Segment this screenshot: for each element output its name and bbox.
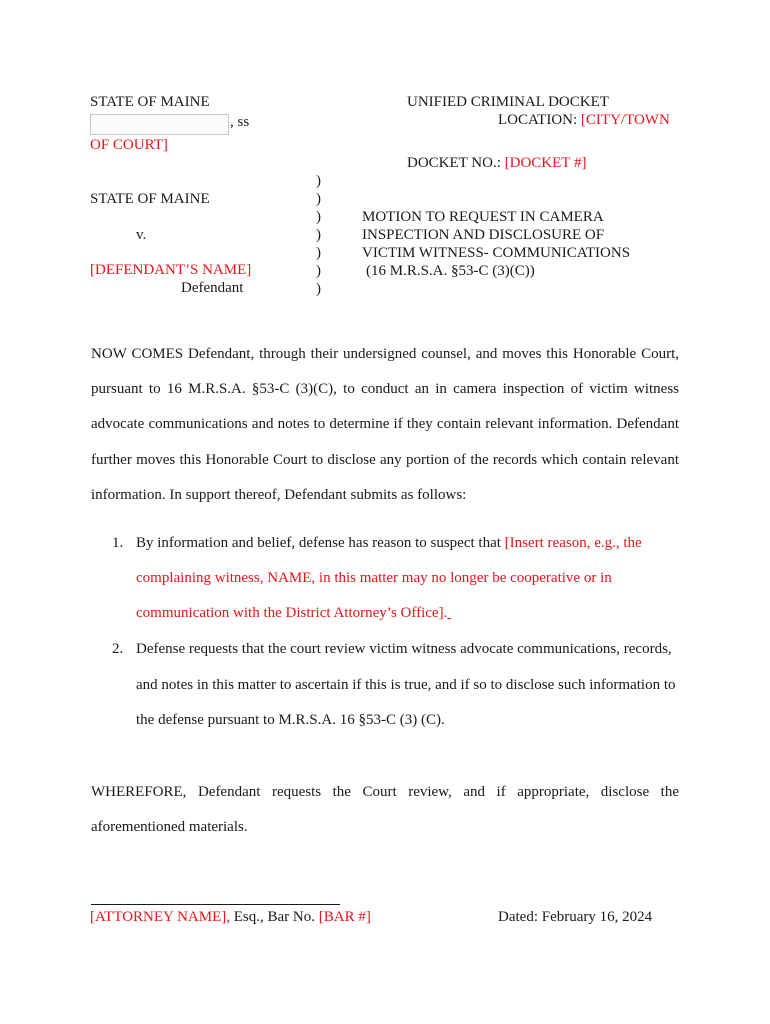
list-item-line: the defense pursuant to M.R.S.A. 16 §53-C (3) (C). — [136, 712, 445, 728]
list-item-number: 1. — [112, 535, 124, 551]
motion-title-line: (16 M.R.S.A. §53-C (3)(C)) — [366, 263, 535, 279]
date-line: Dated: February 16, 2024 — [498, 909, 653, 925]
intro-line: NOW COMES Defendant, through their undersigned counsel, and moves this Honorable Court, — [91, 346, 679, 362]
attorney-name: [ATTORNEY NAME], — [90, 909, 230, 925]
docket-value: [DOCKET #] — [504, 155, 587, 171]
intro-line: pursuant to 16 M.R.S.A. §53-C (3)(C), to conduct an in camera inspection of victim witness — [91, 381, 679, 397]
motion-title-line: INSPECTION AND DISCLOSURE OF — [362, 227, 605, 243]
list-item-placeholder — [136, 596, 681, 632]
location-value: [CITY/TOWN — [580, 112, 670, 128]
caption-paren: ) — [316, 263, 321, 279]
signature-line — [91, 904, 340, 905]
list-item-line: Defense requests that the court review victim witness advocate communications, records, — [136, 641, 672, 657]
motion-title-line: MOTION TO REQUEST IN CAMERA — [362, 209, 604, 225]
defendant-label: Defendant — [181, 280, 244, 296]
list-item-placeholder: [Insert reason, e.g., the — [504, 535, 642, 551]
county-field[interactable] — [90, 114, 229, 135]
state-header: STATE OF MAINE — [90, 94, 210, 110]
list-item-line: and notes in this matter to ascertain if this is true, and if so to disclose such information to — [136, 677, 676, 693]
caption-paren: ) — [316, 245, 321, 261]
list-item-placeholder-text: communication with the District Attorney’s Office]. — [136, 605, 448, 621]
location-label: LOCATION: — [498, 112, 581, 128]
county-suffix: , ss — [230, 114, 250, 130]
list-item-line — [136, 526, 681, 562]
wherefore-line: WHEREFORE, Defendant requests the Court review, and if appropriate, disclose the — [91, 784, 679, 800]
intro-line: information. In support thereof, Defendant submits as follows: — [91, 487, 467, 503]
caption-paren: ) — [316, 227, 321, 243]
motion-title-line: VICTIM WITNESS- COMMUNICATIONS — [362, 245, 631, 261]
docket-line — [407, 154, 586, 172]
location-value-continued: OF COURT] — [90, 137, 168, 153]
caption-paren: ) — [316, 281, 321, 297]
defendant-name: [DEFENDANT’S NAME] — [90, 262, 252, 278]
versus: v. — [136, 227, 147, 243]
attorney-signature-block — [90, 908, 371, 926]
location-line — [498, 111, 670, 129]
caption-paren: ) — [316, 209, 321, 225]
list-item-text: By information and belief, defense has reason to suspect that — [136, 535, 505, 551]
caption-paren: ) — [316, 173, 321, 189]
list-item-number: 2. — [112, 641, 124, 657]
intro-line: further moves this Honorable Court to disclose any portion of the records which contain relevant — [91, 452, 679, 468]
docket-label: DOCKET NO.: — [407, 155, 505, 171]
plaintiff-name: STATE OF MAINE — [90, 191, 210, 207]
intro-line: advocate communications and notes to determine if they contain relevant information. Defendant — [91, 416, 679, 432]
court-header: UNIFIED CRIMINAL DOCKET — [407, 94, 609, 110]
esq-bar-label: Esq., Bar No. — [230, 909, 319, 925]
list-item-placeholder: complaining witness, NAME, in this matter may no longer be cooperative or in — [136, 570, 612, 586]
wherefore-line: aforementioned materials. — [91, 819, 248, 835]
caption-paren: ) — [316, 191, 321, 207]
bar-number: [BAR #] — [318, 909, 371, 925]
